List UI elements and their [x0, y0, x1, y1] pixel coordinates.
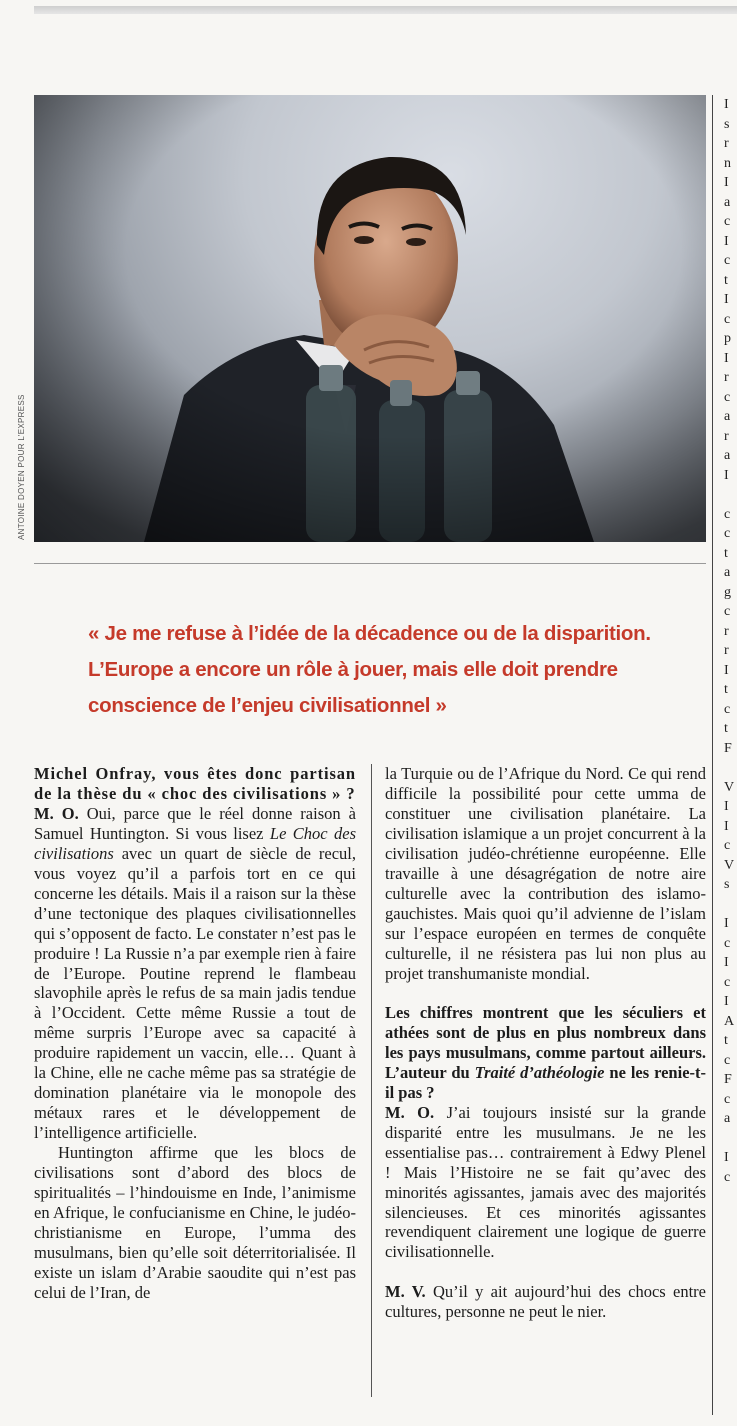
answer-3: M. V. Qu’il y ait aujourd’hui des chocs entre cultures, personne ne peut le nier.	[385, 1281, 706, 1321]
paragraph: Huntington affirme que les blocs de civilisations sont d’abord des blocs de spiritualités – l’hindouisme en Inde, l’animisme en Afrique, le confucianisme en Chine, le judéo-christianisme en Europe, l’umma des musulmans, bien qu’elle soit déterritorialisée. Il existe un islam d’Arabie saoudite qui n’est pas celui de l’Iran, de	[34, 1143, 356, 1302]
question-2: Les chiffres montrent que les séculiers et athées sont de plus en plus nombreux dans les pays musulmans, comme partout ailleurs. L’auteur du Traité d’athéologie ne les renie-t-il pas ?	[385, 1002, 706, 1102]
column-divider	[371, 764, 372, 1397]
portrait-illustration	[34, 95, 706, 542]
speaker-label: M. V.	[385, 1281, 426, 1301]
photo-credit: ANTOINE DOYEN POUR L’EXPRESS	[17, 394, 26, 540]
column-right	[385, 764, 706, 1322]
book-title: Traité d’athéologie	[474, 1062, 605, 1082]
answer-1: M. O. Oui, parce que le réel donne raison à Samuel Huntington. Si vous lisez Le Choc des civilisations avec un quart de siècle de recul, vous voyez qu’il a parfois tort en ce qui concerne les détails. Mais il a raison sur la thèse d’une tectonique des plaques civilisationnelles qui s’opposent de facto. Le constater n’est pas le produire ! La Russie n’a par exemple rien à faire de l’Europe. Poutine reprend le flambeau slavophile après le refus de sa main jadis tendue à l’Occident. Cette même Russie a tout de même surpris l’Europe avec sa capacité à produire rapidement un vaccin, elle… Quant à la Chine, elle ne cache même pas sa stratégie de domination planétaire via le monopole des métaux rares et le développement de l’intelligence artificielle.	[34, 803, 356, 1143]
column-left	[34, 764, 356, 1303]
portrait-photo	[34, 95, 706, 542]
adjacent-column-fragment: I s r n I a c I c t I c p I r c a r a I c c t a g c r r I t c t F V I I c V s I c I c I A t c F c a I c	[724, 97, 735, 1185]
pull-quote: « Je me refuse à l’idée de la décadence ou de la disparition. L’Europe a encore un rôle à jouer, mais elle doit prendre conscience de l’enjeu civilisationnel »	[88, 622, 651, 717]
top-rule	[34, 6, 737, 14]
speaker-label: M. O.	[385, 1102, 435, 1122]
answer-2: M. O. J’ai toujours insisté sur la grande disparité entre les musulmans. Je ne les essentialise pas… contrairement à Edwy Plenel ! Mais l’Histoire ne se fait qu’avec des minorités agissantes, jamais avec des majorités silencieuses. Et ces minorités agissantes revendiquent clairement une logique de guerre civilisationnelle.	[385, 1102, 706, 1262]
column-rule-right	[712, 95, 713, 1415]
speaker-label: M. O.	[34, 803, 79, 823]
book-title: Le Choc des civilisations	[34, 823, 356, 863]
question-1: Michel Onfray, vous êtes donc partisan de la thèse du « choc des civilisations » ?	[34, 764, 356, 803]
pullquote-rule	[34, 563, 706, 564]
paragraph: la Turquie ou de l’Afrique du Nord. Ce qui rend difficile la possibilité pour cette umma de constituer une civilisation planétaire. La civilisation islamique a un projet concurrent à la civilisation judéo-chrétienne européenne. Elle travaille à une désagrégation de notre aire culturelle avec la contribution des islamo-gauchistes. Mais quoi qu’il advienne de l’islam sur l’espace européen en termes de conquête culturelle, il ne résistera pas lui non plus au projet transhumaniste mondial.	[385, 764, 706, 983]
